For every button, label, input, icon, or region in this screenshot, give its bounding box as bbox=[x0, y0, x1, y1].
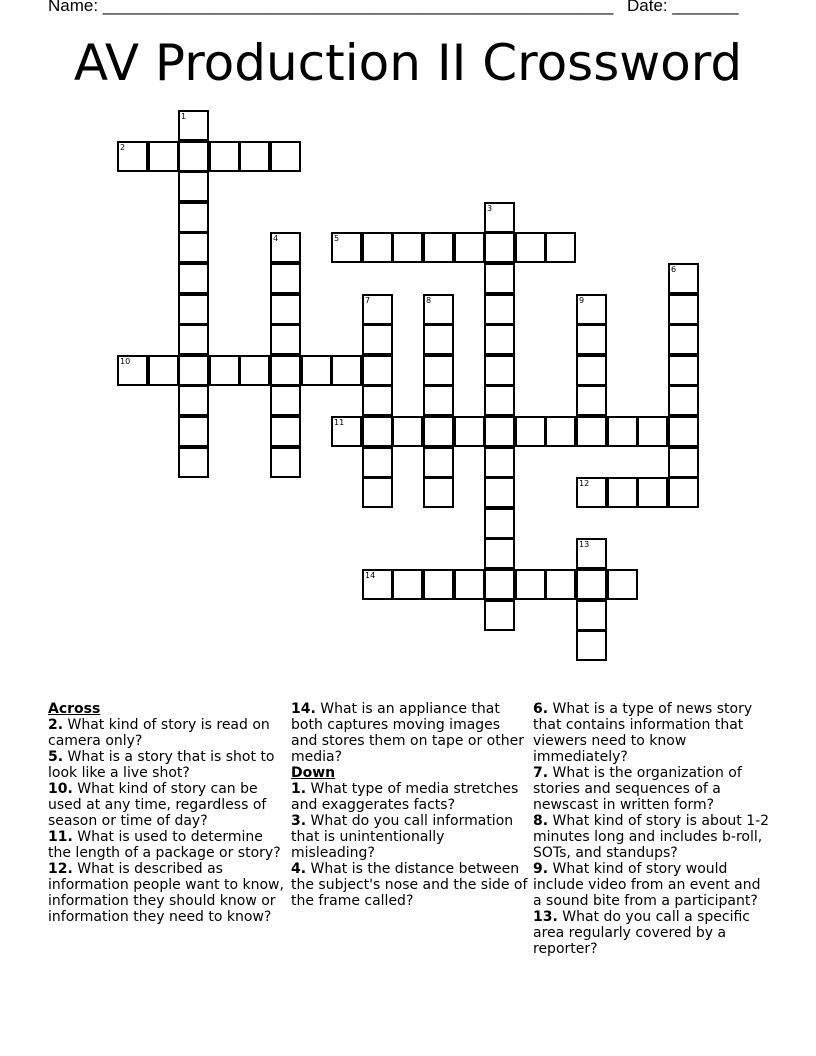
clue-text: What is a story that is shot to look like a live shot? bbox=[48, 749, 275, 781]
clue-number-label: 14 bbox=[365, 571, 376, 580]
clue-column-1 bbox=[48, 701, 286, 925]
grid-cell[interactable] bbox=[454, 569, 485, 600]
grid-cell[interactable] bbox=[515, 232, 546, 263]
clue-number: 1. bbox=[291, 781, 307, 797]
grid-cell[interactable] bbox=[668, 294, 699, 325]
clue-text: What is the organization of stories and sequences of a newscast in written form? bbox=[533, 765, 742, 813]
grid-cell[interactable] bbox=[668, 355, 699, 386]
clue-number-label: 12 bbox=[579, 479, 590, 488]
grid-cell[interactable] bbox=[607, 569, 638, 600]
clue-column-3 bbox=[533, 701, 771, 957]
grid-cell[interactable] bbox=[423, 447, 454, 478]
clue-down-8 bbox=[533, 813, 771, 861]
grid-cell[interactable] bbox=[607, 416, 638, 447]
clue-number-label: 3 bbox=[487, 204, 493, 213]
clue-number: 9. bbox=[533, 861, 549, 877]
grid-cell[interactable] bbox=[545, 416, 576, 447]
clue-number-label: 2 bbox=[120, 143, 126, 152]
down-heading: Down bbox=[291, 765, 336, 781]
clue-text: What type of media stretches and exaggerates facts? bbox=[291, 781, 519, 813]
grid-cell[interactable] bbox=[515, 416, 546, 447]
clue-number-label: 5 bbox=[334, 234, 340, 243]
grid-cell[interactable] bbox=[148, 355, 179, 386]
grid-cell[interactable] bbox=[484, 416, 515, 447]
grid-cell[interactable] bbox=[362, 385, 393, 416]
clue-text: What kind of story can be used at any time, regardless of season or time of day? bbox=[48, 781, 267, 829]
grid-cell[interactable] bbox=[484, 600, 515, 631]
clue-number: 3. bbox=[291, 813, 307, 829]
name-field-label: Name: ______________________________________________________ bbox=[48, 0, 614, 15]
clue-across-5 bbox=[48, 749, 286, 781]
across-heading: Across bbox=[48, 701, 101, 717]
grid-cell[interactable] bbox=[270, 416, 301, 447]
clue-number-label: 7 bbox=[365, 296, 371, 305]
grid-cell[interactable] bbox=[454, 232, 485, 263]
grid-cell[interactable] bbox=[209, 355, 240, 386]
clue-number: 4. bbox=[291, 861, 307, 877]
grid-cell[interactable] bbox=[576, 416, 607, 447]
grid-cell[interactable] bbox=[423, 355, 454, 386]
grid-cell[interactable] bbox=[270, 294, 301, 325]
grid-cell[interactable] bbox=[576, 385, 607, 416]
grid-cell[interactable] bbox=[423, 385, 454, 416]
clue-down-1 bbox=[291, 781, 529, 813]
grid-cell[interactable] bbox=[362, 324, 393, 355]
grid-cell[interactable] bbox=[607, 477, 638, 508]
clue-number-label: 10 bbox=[120, 357, 131, 366]
clue-number-label: 4 bbox=[273, 234, 279, 243]
grid-cell[interactable] bbox=[484, 232, 515, 263]
grid-cell[interactable] bbox=[668, 416, 699, 447]
grid-cell[interactable] bbox=[454, 416, 485, 447]
grid-cell[interactable] bbox=[668, 385, 699, 416]
grid-cell[interactable] bbox=[178, 447, 209, 478]
grid-cell[interactable] bbox=[239, 141, 270, 172]
clue-text: What is an appliance that both captures moving images and stores them on tape or other media? bbox=[291, 701, 524, 765]
clue-down-3 bbox=[291, 813, 529, 861]
grid-cell[interactable] bbox=[331, 355, 362, 386]
grid-cell[interactable] bbox=[576, 600, 607, 631]
clue-column-2 bbox=[291, 701, 529, 909]
grid-cell[interactable] bbox=[484, 508, 515, 539]
clue-text: What do you call information that is unintentionally misleading? bbox=[291, 813, 514, 861]
grid-cell[interactable] bbox=[301, 355, 332, 386]
grid-cell[interactable] bbox=[270, 263, 301, 294]
grid-cell[interactable] bbox=[515, 569, 546, 600]
clue-number-label: 11 bbox=[334, 418, 345, 427]
clue-number: 7. bbox=[533, 765, 549, 781]
clue-text: What is described as information people want to know, information they should know or information they need to know? bbox=[48, 861, 284, 925]
clue-number: 14. bbox=[291, 701, 316, 717]
grid-cell[interactable] bbox=[178, 141, 209, 172]
grid-cell[interactable] bbox=[576, 324, 607, 355]
grid-cell[interactable] bbox=[270, 324, 301, 355]
grid-cell[interactable] bbox=[484, 294, 515, 325]
clue-number: 2. bbox=[48, 717, 64, 733]
grid-cell[interactable] bbox=[423, 416, 454, 447]
clue-across-12 bbox=[48, 861, 286, 925]
grid-cell[interactable] bbox=[270, 355, 301, 386]
clue-text: What kind of story would include video from an event and a sound bite from a participant? bbox=[533, 861, 761, 909]
grid-cell[interactable] bbox=[178, 324, 209, 355]
grid-cell[interactable] bbox=[362, 477, 393, 508]
grid-cell[interactable] bbox=[209, 141, 240, 172]
grid-cell[interactable] bbox=[239, 355, 270, 386]
grid-cell[interactable] bbox=[178, 385, 209, 416]
grid-cell[interactable] bbox=[484, 263, 515, 294]
grid-cell[interactable] bbox=[178, 355, 209, 386]
date-field-label: Date: _______ bbox=[627, 0, 739, 15]
grid-cell[interactable] bbox=[576, 355, 607, 386]
grid-cell[interactable] bbox=[576, 569, 607, 600]
grid-cell[interactable] bbox=[270, 141, 301, 172]
grid-cell[interactable] bbox=[668, 324, 699, 355]
grid-cell[interactable] bbox=[668, 477, 699, 508]
grid-cell[interactable] bbox=[362, 447, 393, 478]
clue-across-14 bbox=[291, 701, 529, 765]
grid-cell[interactable] bbox=[637, 416, 668, 447]
grid-cell[interactable] bbox=[484, 538, 515, 569]
grid-cell[interactable] bbox=[423, 569, 454, 600]
clue-down-4 bbox=[291, 861, 529, 909]
grid-cell[interactable] bbox=[423, 324, 454, 355]
clue-number: 8. bbox=[533, 813, 549, 829]
clue-text: What is a type of news story that contains information that viewers need to know immediately? bbox=[533, 701, 753, 765]
clue-text: What is the distance between the subject's nose and the side of the frame called? bbox=[291, 861, 528, 909]
grid-cell[interactable] bbox=[362, 232, 393, 263]
clue-number: 10. bbox=[48, 781, 73, 797]
grid-cell[interactable] bbox=[362, 416, 393, 447]
clue-number: 5. bbox=[48, 749, 64, 765]
clue-down-7 bbox=[533, 765, 771, 813]
clue-across-10 bbox=[48, 781, 286, 829]
grid-cell[interactable] bbox=[484, 447, 515, 478]
grid-cell[interactable] bbox=[392, 569, 423, 600]
clue-across-2 bbox=[48, 717, 286, 749]
grid-cell[interactable] bbox=[178, 202, 209, 233]
clue-number-label: 8 bbox=[426, 296, 432, 305]
grid-cell[interactable] bbox=[576, 630, 607, 661]
grid-cell[interactable] bbox=[270, 447, 301, 478]
grid-cell[interactable] bbox=[178, 171, 209, 202]
grid-cell[interactable] bbox=[545, 569, 576, 600]
grid-cell[interactable] bbox=[423, 232, 454, 263]
grid-cell[interactable] bbox=[178, 416, 209, 447]
clue-down-9 bbox=[533, 861, 771, 909]
grid-cell[interactable] bbox=[484, 385, 515, 416]
clue-number-label: 9 bbox=[579, 296, 585, 305]
grid-cell[interactable] bbox=[637, 477, 668, 508]
clue-number: 6. bbox=[533, 701, 549, 717]
grid-cell[interactable] bbox=[392, 416, 423, 447]
clue-across-11 bbox=[48, 829, 286, 861]
grid-cell[interactable] bbox=[484, 324, 515, 355]
grid-cell[interactable] bbox=[545, 232, 576, 263]
clue-text: What do you call a specific area regularly covered by a reporter? bbox=[533, 909, 751, 957]
grid-cell[interactable] bbox=[484, 355, 515, 386]
grid-cell[interactable] bbox=[270, 385, 301, 416]
clue-number: 11. bbox=[48, 829, 73, 845]
clue-down-13 bbox=[533, 909, 771, 957]
clue-number: 13. bbox=[533, 909, 558, 925]
clue-number-label: 13 bbox=[579, 540, 590, 549]
clue-text: What kind of story is read on camera only? bbox=[48, 717, 270, 749]
clue-text: What kind of story is about 1-2 minutes long and includes b-roll, SOTs, and standups? bbox=[533, 813, 770, 861]
grid-cell[interactable] bbox=[178, 294, 209, 325]
grid-cell[interactable] bbox=[484, 477, 515, 508]
grid-cell[interactable] bbox=[362, 355, 393, 386]
grid-cell[interactable] bbox=[423, 477, 454, 508]
grid-cell[interactable] bbox=[178, 232, 209, 263]
clue-down-6 bbox=[533, 701, 771, 765]
page-title: AV Production II Crossword bbox=[73, 34, 743, 92]
grid-cell[interactable] bbox=[668, 447, 699, 478]
clue-number: 12. bbox=[48, 861, 73, 877]
clue-text: What is used to determine the length of a package or story? bbox=[48, 829, 281, 861]
grid-cell[interactable] bbox=[148, 141, 179, 172]
grid-cell[interactable] bbox=[484, 569, 515, 600]
clue-number-label: 6 bbox=[671, 265, 677, 274]
clue-number-label: 1 bbox=[181, 112, 187, 121]
grid-cell[interactable] bbox=[392, 232, 423, 263]
grid-cell[interactable] bbox=[178, 263, 209, 294]
